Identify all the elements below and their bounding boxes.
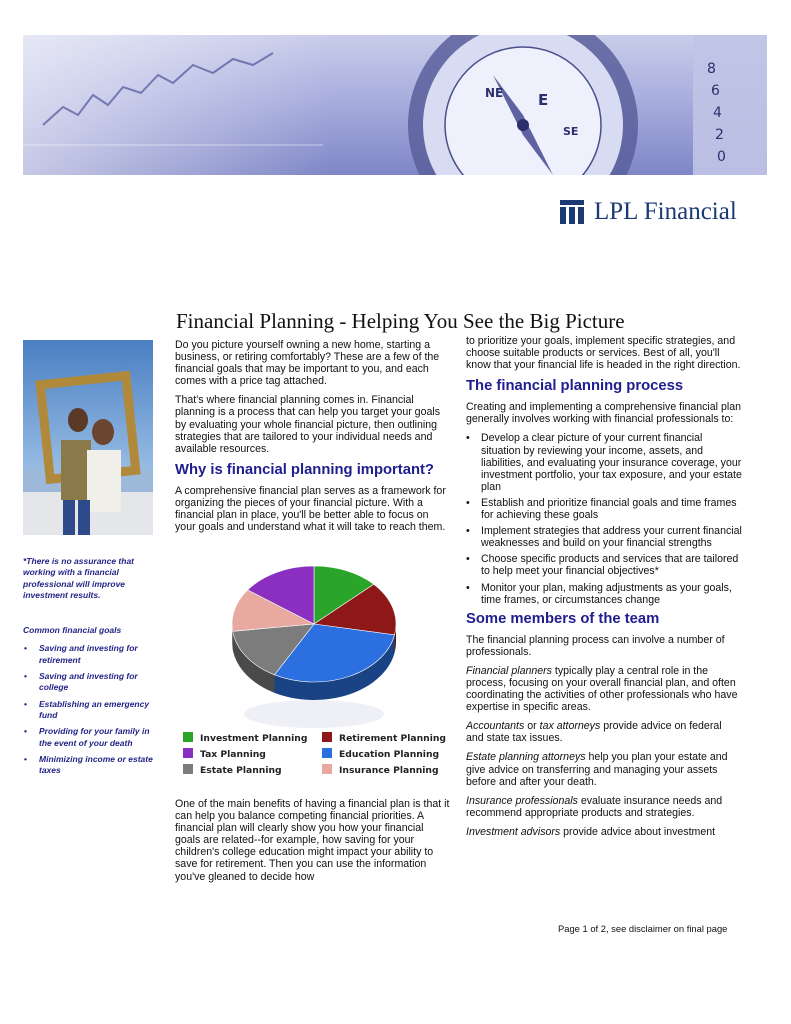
lpl-logo: [560, 197, 765, 227]
list-item: • Establishing an emergency fund: [23, 699, 157, 722]
list-item: • Choose specific products and services that are tailored to help meet your financial objectives*: [466, 553, 742, 577]
intro-paragraph: That's where financial planning comes in. Financial planning is a process that can help you target your goals by evaluating your whole financial picture, then outlining strategies that are tailored to your individual needs and available resources.: [175, 394, 441, 455]
pie-reflection: [244, 700, 384, 728]
legend-label: Estate Planning: [200, 765, 282, 776]
svg-text:2: 2: [715, 127, 724, 143]
legend-label: Investment Planning: [200, 733, 308, 744]
estate-term: Estate planning attorneys: [466, 751, 586, 764]
lpl-logo-icon: [560, 200, 586, 224]
svg-text:6: 6: [711, 83, 720, 99]
list-item: • Minimizing income or estate taxes: [23, 754, 157, 777]
legend-swatch: [322, 732, 332, 742]
legend-swatch: [183, 732, 193, 742]
legend-swatch: [183, 764, 193, 774]
process-steps-list: [466, 432, 742, 605]
list-item: • Monitor your plan, making adjustments as your goals, time frames, or circumstances change: [466, 582, 742, 606]
pie-chart-svg: [176, 560, 452, 790]
header-banner-image: [23, 35, 767, 175]
page-footer: Page 1 of 2, see disclaimer on final page: [558, 923, 728, 934]
process-intro: Creating and implementing a comprehensive financial plan generally involves working with financial professionals to:: [466, 401, 742, 426]
svg-text:4: 4: [713, 105, 722, 121]
intro-paragraph: Do you picture yourself owning a new home, starting a business, or retiring comfortably? These are a few of the financial goals that may be important to you, and each comes with a price tag attached.: [175, 339, 440, 388]
advisors-paragraph: Investment advisors provide advice about investment: [466, 825, 716, 838]
planners-term: Financial planners: [466, 664, 552, 677]
planners-paragraph: Financial planners typically play a central role in the process, focusing on your overall financial plan, and often coordinating the activities of other professionals who have expertise in specific areas.: [466, 664, 738, 714]
svg-text:0: 0: [717, 149, 726, 165]
legend-label: Education Planning: [339, 749, 440, 760]
legend-swatch: [183, 748, 193, 758]
column-two: [466, 335, 742, 845]
list-item: • Establish and prioritize financial goals and time frames for achieving these goals: [466, 497, 742, 521]
team-heading: Some members of the team: [466, 610, 660, 627]
insurance-paragraph: Insurance professionals evaluate insurance needs and recommend appropriate products and strategies.: [466, 794, 723, 819]
couple-with-frame-photo: [23, 340, 153, 535]
common-goals-heading: Common financial goals: [23, 625, 122, 636]
column-one: [175, 339, 451, 540]
advisors-term: Investment advisors: [466, 825, 561, 838]
svg-text:E: E: [538, 91, 549, 109]
page-title: Financial Planning - Helping You See the Big Picture: [176, 309, 625, 333]
planning-pie-chart: [176, 560, 452, 790]
svg-text:SE: SE: [563, 125, 579, 138]
legend-label: Insurance Planning: [339, 765, 439, 776]
why-paragraph: One of the main benefits of having a financial plan is that it can help you balance competing financial priorities. A financial plan will clearly show you how your financial goals are related--for example, how saving for your children's college education might impact your ability to save for retirement. Then you can use the information you've gleaned to decide how: [175, 798, 450, 883]
list-item: • Providing for your family in the event of your death: [23, 726, 157, 749]
list-item: • Develop a clear picture of your current financial situation by reviewing your income, assets, and liabilities, and evaluating your insurance coverage, your investment portfolio, your tax exposure, and your estate plan: [466, 432, 742, 492]
list-item: • Implement strategies that address your current financial weaknesses and build on your financial strengths: [466, 525, 742, 549]
compass-chart-graphic: [23, 35, 767, 175]
legend-swatch: [322, 764, 332, 774]
legend-label: Retirement Planning: [339, 733, 446, 744]
tax-attorneys-term: tax attorneys: [539, 720, 601, 733]
sidebar: [23, 556, 157, 781]
legend-label: Tax Planning: [200, 749, 266, 760]
column-one-continued: [175, 798, 451, 890]
list-item: • Saving and investing for retirement: [23, 643, 157, 666]
insurance-term: Insurance professionals: [466, 794, 578, 807]
brand-name: LPL Financial: [594, 198, 737, 225]
continuation-paragraph: to prioritize your goals, implement specific strategies, and choose suitable products or services. Best of all, you'll know that your financial life is headed in the right direction.: [466, 335, 741, 372]
svg-text:NE: NE: [485, 86, 504, 100]
common-goals-list: [23, 643, 157, 776]
list-item: • Saving and investing for college: [23, 671, 157, 694]
legend-swatch: [322, 748, 332, 758]
process-heading: The financial planning process: [466, 378, 684, 395]
svg-text:8: 8: [707, 61, 716, 77]
sidebar-disclaimer: *There is no assurance that working with a financial professional will improve investment results.: [23, 556, 135, 600]
accountants-paragraph: Accountants or tax attorneys provide advice on federal and state tax issues.: [466, 720, 722, 745]
team-intro: The financial planning process can involve a number of professionals.: [466, 633, 725, 658]
why-paragraph: A comprehensive financial plan serves as a framework for organizing the pieces of your financial picture. With a financial plan in place, you'll be better able to focus on your goals and understand what it will take to reach them.: [175, 484, 446, 534]
accountants-term: Accountants: [466, 720, 525, 733]
why-heading: Why is financial planning important?: [175, 461, 434, 478]
estate-paragraph: Estate planning attorneys help you plan your estate and give advice on transferring and managing your assets before and after your death.: [466, 751, 728, 788]
